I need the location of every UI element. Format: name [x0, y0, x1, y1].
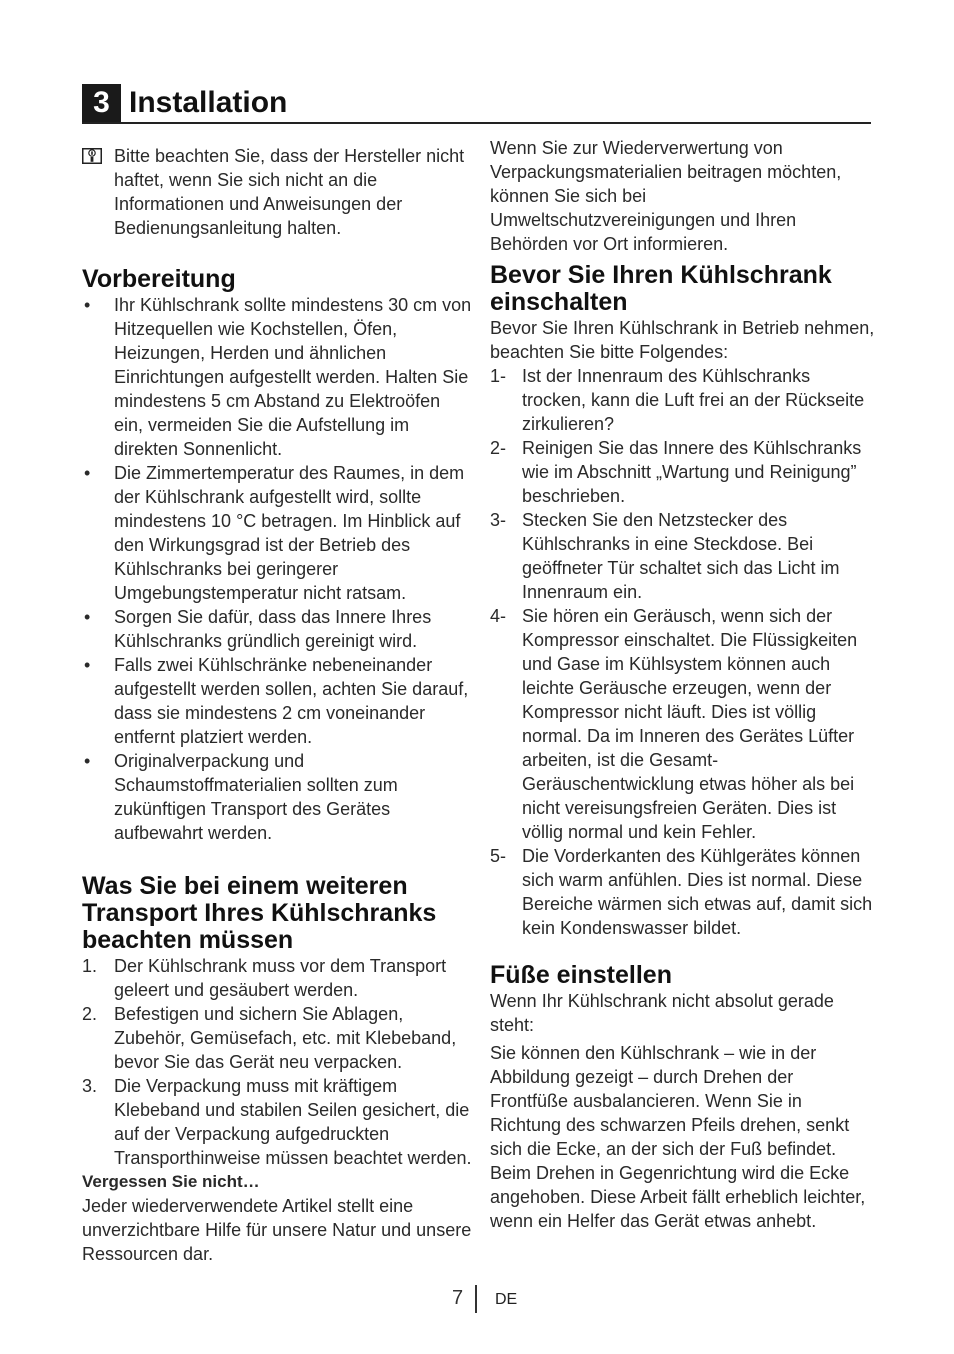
list-item: • Sorgen Sie dafür, dass das Innere Ihres Kühlschranks gründlich gereinigt wird. — [82, 605, 474, 653]
section-heading-feet: Füße einstellen — [490, 961, 672, 989]
before-start-list — [490, 364, 875, 940]
footer-divider — [475, 1285, 477, 1313]
section-heading-preparation: Vorbereitung — [82, 265, 236, 293]
page-footer — [0, 1285, 954, 1315]
before-start-intro: Bevor Sie Ihren Kühlschrank in Betrieb nehmen, beachten Sie bitte Folgendes: — [490, 318, 875, 362]
item-text: Stecken Sie den Netzstecker des Kühlschranks in eine Steckdose. Bei geöffneter Tür schaltet sich das Licht im Innenraum ein. — [522, 510, 840, 602]
item-number: 3- — [490, 510, 507, 530]
feet-text: Sie können den Kühlschrank – wie in der Abbildung gezeigt – durch Drehen der Frontfüße ausbalancieren. Wenn Sie in Richtung des schwarzen Pfeils drehen, senkt sich die Ecke, an der sich der Fuß befindet. Beim Drehen in Gegenrichtung wird die Ecke angehoben. Diese Arbeit fällt erheblich leichter, wenn ein Helfer das Gerät etwas anhebt. — [490, 1043, 866, 1231]
info-icon — [82, 148, 102, 164]
chapter-number: 3 — [82, 84, 121, 122]
item-number: 1- — [490, 366, 507, 386]
chapter-header — [82, 84, 871, 124]
item-text: Sie hören ein Geräusch, wenn sich der Kompressor einschaltet. Die Flüssigkeiten und Gase im Kühlsystem können auch leichte Geräusche erzeugen, wenn der Kompressor nicht läuft. Dies ist völlig normal. Da im Inneren des Gerätes Lüfter arbeiten, ist die Gesamt-Geräuschentwicklung etwas höher als bei nicht vereisungsfreien Geräten. Dies ist völlig normal und kein Fehler. — [522, 606, 858, 842]
item-number: 1. — [82, 956, 98, 976]
item-number: 2- — [490, 438, 507, 458]
page-number: 7 — [452, 1287, 464, 1309]
preparation-list — [82, 293, 474, 845]
item-text: Befestigen und sichern Sie Ablagen, Zubehör, Gemüsefach, etc. mit Klebeband, bevor Sie das Gerät neu verpacken. — [114, 1004, 457, 1072]
chapter-title: Installation — [129, 86, 288, 119]
section-heading-transport: Was Sie bei einem weiteren Transport Ihres Kühlschranks beachten müssen — [82, 872, 437, 954]
list-item — [490, 508, 875, 604]
list-item — [82, 1074, 474, 1170]
item-text: Die Verpackung muss mit kräftigem Klebeband und stabilen Seilen gesichert, die auf der Verpackung aufgedruckten Transporthinweise müssen beachtet werden. — [114, 1076, 472, 1168]
list-item — [490, 604, 875, 844]
list-item: • Originalverpackung und Schaumstoffmaterialien sollten zum zukünftigen Transport des Gerätes aufbewahrt werden. — [82, 749, 474, 845]
section-heading-before-start: Bevor Sie Ihren Kühlschrank einschalten — [490, 261, 832, 316]
item-text: Die Vorderkanten des Kühlgerätes können sich warm anfühlen. Dies ist normal. Diese Bereiche wärmen sich etwas auf, damit sich kein Kondenswasser bildet. — [522, 846, 873, 938]
recycling-text: Wenn Sie zur Wiederverwertung von Verpackungsmaterialien beitragen möchten, können Sie sich bei Umweltschutzvereinigungen und Ihren Behörden vor Ort informieren. — [490, 138, 842, 254]
list-item — [82, 954, 474, 1002]
list-item — [490, 436, 875, 508]
list-item: • Ihr Kühlschrank sollte mindestens 30 cm von Hitzequellen wie Kochstellen, Öfen, Heizungen, Herden und ähnlichen Einrichtungen aufgestellt werden. Halten Sie mindestens 5 cm Abstand zu Elektroöfen ein, vermeiden Sie die Aufstellung im direkten Sonnenlicht. — [82, 293, 474, 461]
list-item — [490, 364, 875, 436]
list-item: • Falls zwei Kühlschränke nebeneinander aufgestellt werden sollen, achten Sie darauf, dass sie mindestens 2 cm voneinander entfernt platziert werden. — [82, 653, 474, 749]
left-column — [82, 136, 474, 1266]
feet-intro: Wenn Ihr Kühlschrank nicht absolut gerade steht: — [490, 991, 834, 1035]
item-text: Reinigen Sie das Innere des Kühlschranks wie im Abschnitt „Wartung und Reinigung” beschrieben. — [522, 438, 862, 506]
list-item — [82, 1002, 474, 1074]
language-label: DE — [495, 1291, 518, 1308]
transport-list — [82, 954, 474, 1170]
item-number: 3. — [82, 1076, 98, 1096]
right-column — [490, 136, 875, 1233]
item-number: 2. — [82, 1004, 98, 1024]
list-item: • Die Zimmertemperatur des Raumes, in dem der Kühlschrank aufgestellt wird, sollte mindestens 10 °C betragen. Im Hinblick auf den Wirkungsgrad ist der Betrieb des Kühlschranks bei geringerer Umgebungstemperatur nicht ratsam. — [82, 461, 474, 605]
reminder-heading: Vergessen Sie nicht… — [82, 1172, 260, 1191]
info-note — [82, 144, 474, 240]
note-text: Bitte beachten Sie, dass der Hersteller nicht haftet, wenn Sie sich nicht an die Informationen und Anweisungen der Bedienungsanleitung halten. — [114, 146, 465, 238]
list-item — [490, 844, 875, 940]
reminder-text: Jeder wiederverwendete Artikel stellt eine unverzichtbare Hilfe für unsere Natur und unsere Ressourcen dar. — [82, 1196, 472, 1264]
item-number: 5- — [490, 846, 507, 866]
item-text: Der Kühlschrank muss vor dem Transport geleert und gesäubert werden. — [114, 956, 447, 1000]
item-text: Ist der Innenraum des Kühlschranks trocken, kann die Luft frei an der Rückseite zirkulieren? — [522, 366, 865, 434]
item-number: 4- — [490, 606, 507, 626]
